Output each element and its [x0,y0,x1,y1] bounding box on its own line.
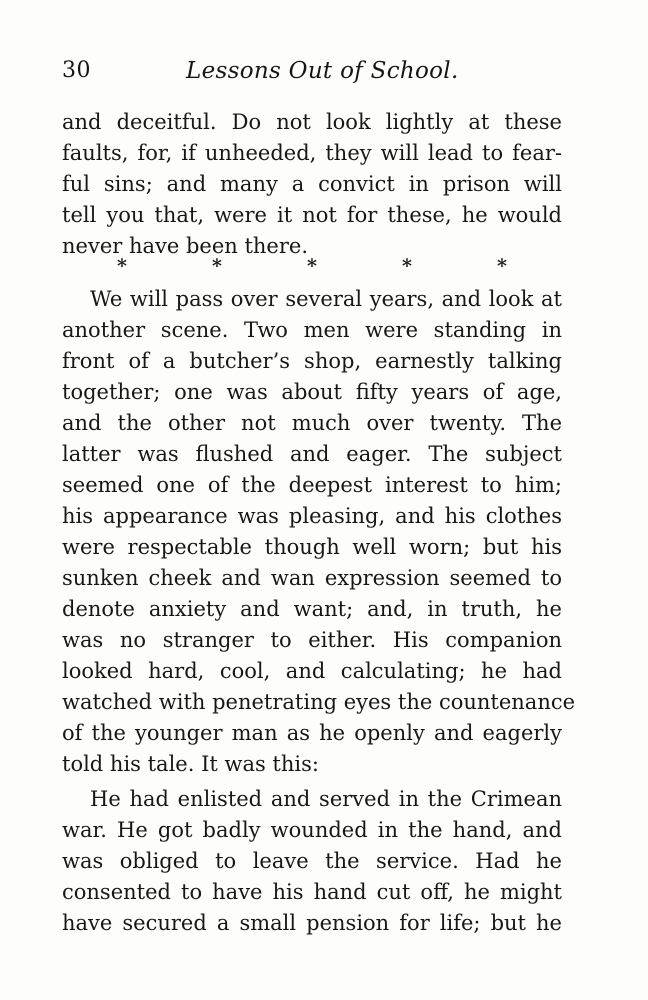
running-head [62,54,562,88]
section-break-asterisk: * [117,255,127,277]
section-break-asterisk: * [307,255,317,277]
paragraph-1-line-5: never have been there. [62,234,309,258]
paragraph-2-line-3: front of a butcher’s shop, earnestly talking [62,349,562,373]
paragraph-1-line-4: tell you that, were it not for these, he would [62,203,562,227]
paragraph-2-line-15: of the younger man as he openly and eagerly [62,721,562,745]
paragraph-2-line-12: was no stranger to either. His companion [62,628,562,652]
paragraph-2-line-11: denote anxiety and want; and, in truth, he [62,597,562,621]
section-break-asterisk: * [497,255,507,277]
paragraph-2-line-13: looked hard, cool, and calculating; he had [62,659,562,683]
paragraph-2-line-8: his appearance was pleasing, and his clothes [62,504,562,528]
paragraph-2-line-7: seemed one of the deepest interest to him; [62,473,562,497]
paragraph-3-line-4: consented to have his hand cut off, he might [62,880,562,904]
paragraph-1-line-3: ful sins; and many a convict in prison will [62,172,562,196]
paragraph-2-line-6: latter was flushed and eager. The subject [62,442,562,466]
paragraph-3-line-2: war. He got badly wounded in the hand, and [62,818,562,842]
paragraph-2-line-14: watched with penetrating eyes the countenance [62,690,576,714]
section-break [112,251,512,281]
paragraph-1-line-2: faults, for, if unheeded, they will lead to fear- [62,141,562,165]
paragraph-2-line-2: another scene. Two men were standing in [62,318,562,342]
paragraph-2-line-10: sunken cheek and wan expression seemed to [62,566,562,590]
paragraph-2-line-4: together; one was about fifty years of age, [62,380,562,404]
page-number: 30 [62,58,91,83]
section-break-asterisk: * [402,255,412,277]
paragraph-2-line-5: and the other not much over twenty. The [62,411,562,435]
paragraph-2-line-9: were respectable though well worn; but his [62,535,562,559]
paragraph-1-line-1: and deceitful. Do not look lightly at these [62,110,562,134]
paragraph-2-line-16: told his tale. It was this: [62,752,319,776]
paragraph-2-line-1: We will pass over several years, and look at [90,287,562,311]
paragraph-3-line-5: have secured a small pension for life; but he [62,911,562,935]
paragraph-3-line-1: He had enlisted and served in the Crimean [90,787,562,811]
paragraph-3-line-3: was obliged to leave the service. Had he [62,849,562,873]
running-title: Lessons Out of School. [186,58,459,84]
section-break-asterisk: * [212,255,222,277]
